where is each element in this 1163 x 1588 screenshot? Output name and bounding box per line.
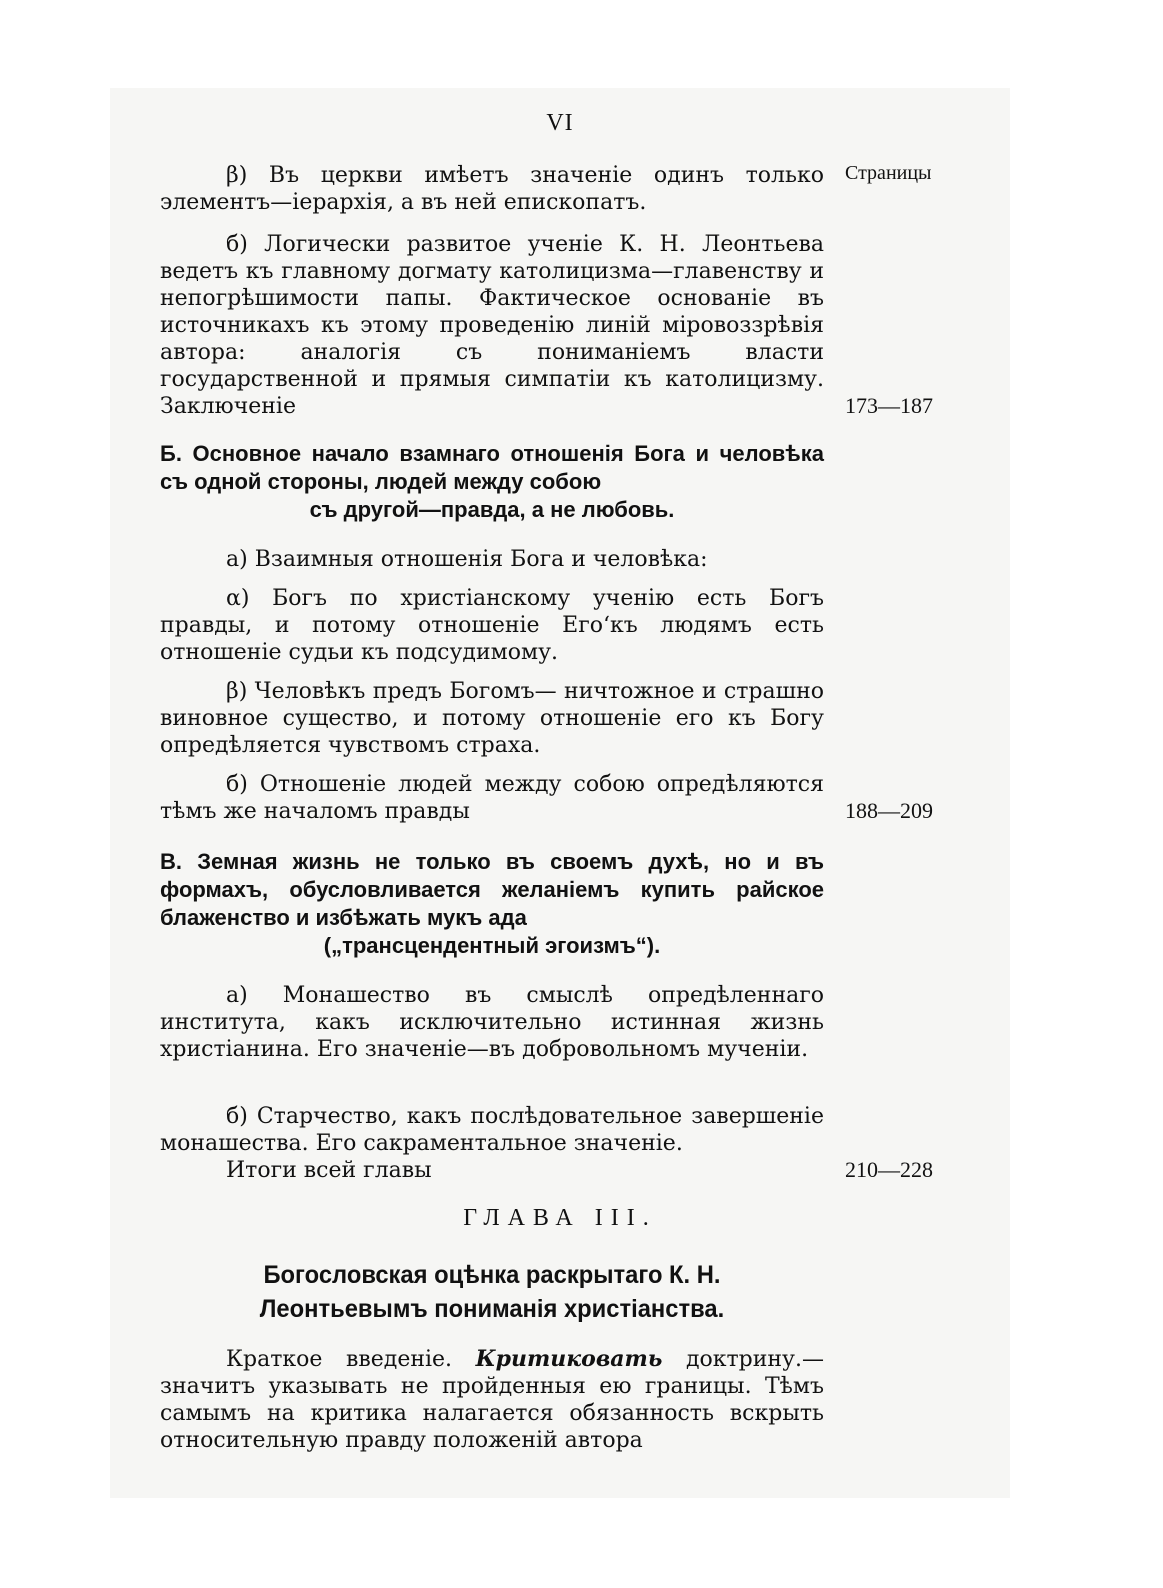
item-b-catholicism xyxy=(160,231,824,420)
item-b-catholicism-text: б) Логически развитое ученіе К. Н. Леонтьева ведетъ къ главному догмату католицизма—главенству и непогрѣшимости папы. Фактическое основаніе въ источникахъ къ этому проведенію линій міровоззрѣвія автора: аналогія съ пониманіемъ власти государственной и прямыя симпатіи къ католицизму. Заключеніе xyxy=(160,232,824,419)
item-a-monasticism xyxy=(160,982,824,1063)
page-number: VI xyxy=(546,110,574,136)
pages-column-label: Страницы xyxy=(845,162,932,184)
section-heading-v-text: В. Земная жизнь не только въ своемъ духѣ, но и въ формахъ, обусловливается желаніемъ купить райское блаженство и избѣжать мукъ ада xyxy=(160,849,824,930)
section-heading-b-text: Б. Основное начало взамнаго отношенія Бога и человѣка съ одной стороны, людей между собою xyxy=(160,441,824,494)
item-beta-man xyxy=(160,678,824,759)
page-range-2: 188—209 xyxy=(845,798,933,823)
item-a-relations xyxy=(160,546,824,573)
intro-start: Краткое введеніе. xyxy=(226,1347,453,1372)
section-heading-v xyxy=(160,848,824,960)
item-a-monasticism-text: а) Монашество въ смыслѣ опредѣленнаго института, какъ исключительно истинная жизнь христіанина. Его значеніе—въ добровольномъ мученіи. xyxy=(160,983,824,1062)
book-page xyxy=(110,88,1010,1498)
item-alpha-god-text: α) Богъ по христіанскому ученію есть Богъ правды, и потому отношеніе Его‘къ людямъ есть отношеніе судьи къ подсудимому. xyxy=(160,586,824,665)
item-b-elders-text: б) Старчество, какъ послѣдовательное завершеніе монашества. Его сакраментальное значеніе. xyxy=(160,1104,824,1156)
chapter-intro-paragraph xyxy=(160,1346,824,1454)
chapter-summary: Итоги всей главы xyxy=(226,1158,432,1183)
section-heading-b xyxy=(160,440,824,524)
intro-rest: доктрину.—значитъ указывать не пройденныя ею границы. Тѣмъ самымъ на критика налагается обязанность вскрыть относительную правду положеній автора xyxy=(160,1347,824,1453)
section-heading-b-last: съ другой—правда, а не любовь. xyxy=(309,497,675,522)
intro-italic-word: Критиковать xyxy=(475,1346,663,1372)
section-heading-v-last: („трансцендентный эгоизмъ“). xyxy=(323,933,661,958)
page-range-3: 210—228 xyxy=(845,1157,933,1182)
item-b-people-text: б) Отношеніе людей между собою опредѣляются тѣмъ же началомъ правды xyxy=(160,772,824,824)
item-beta-hierarchy-text: β) Въ церкви имѣетъ значеніе одинъ только элементъ—іерархія, а въ ней епископатъ. xyxy=(160,163,824,215)
item-b-elders xyxy=(160,1103,824,1184)
chapter-title: Богословская оцѣнка раскрытаго К. Н. Леонтьевымъ пониманія христіанства. xyxy=(259,1261,725,1323)
chapter-intro xyxy=(160,1346,824,1454)
item-a-relations-text: а) Взаимныя отношенія Бога и человѣка: xyxy=(226,547,708,572)
chapter-label: ГЛАВА III. xyxy=(463,1205,657,1231)
item-beta-man-text: β) Человѣкъ предъ Богомъ— ничтожное и страшно виновное существо, и потому отношеніе его къ Богу опредѣляется чувствомъ страха. xyxy=(160,679,824,758)
item-b-people xyxy=(160,771,824,825)
item-beta-hierarchy xyxy=(160,162,824,216)
page-range-1: 173—187 xyxy=(845,393,933,418)
item-alpha-god xyxy=(160,585,824,666)
